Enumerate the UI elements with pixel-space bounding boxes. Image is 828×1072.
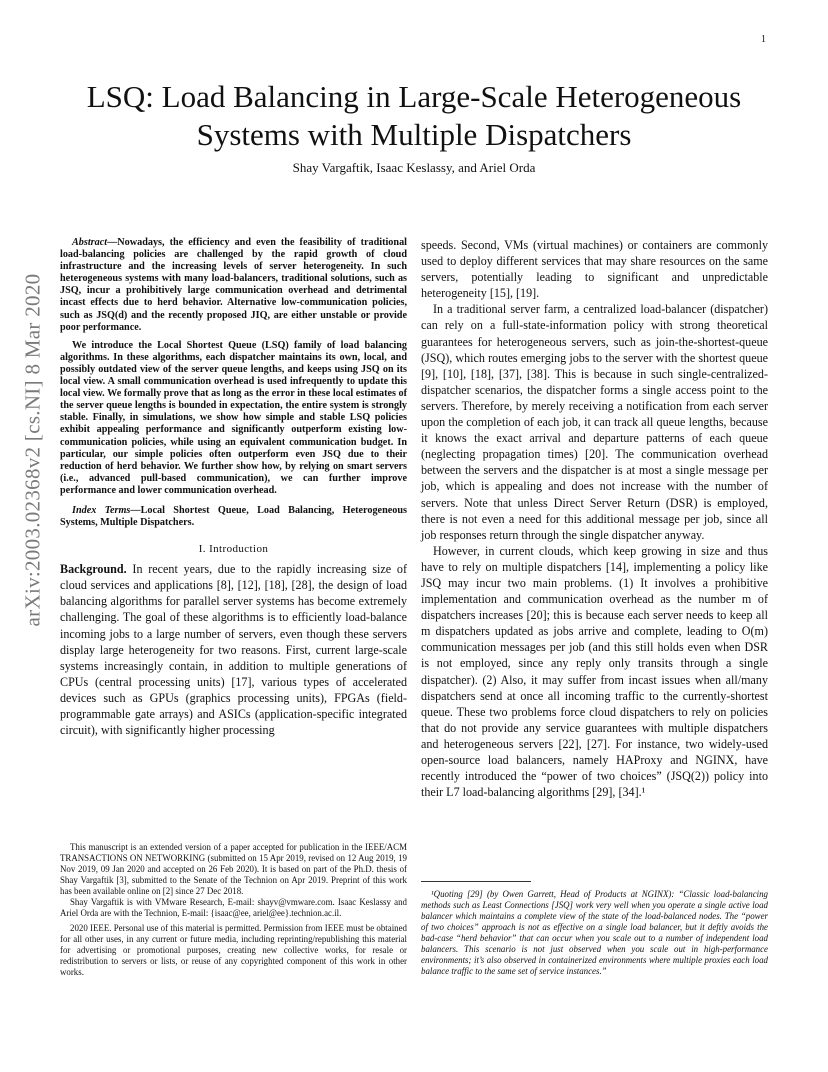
author-list: Shay Vargaftik, Isaac Keslassy, and Ariel Orda <box>292 160 536 175</box>
footnote-copyright: 2020 IEEE. Personal use of this material is permitted. Permission from IEEE must be obtained for all other uses, in any current or future media, including reprinting/republishing this material for advertising or promotional purposes, creating new collective works, for resale or redistribution to servers or lists, or reuse of any copyrighted component of this work in other works. <box>60 923 407 977</box>
intro-text-1: In recent years, due to the rapidly increasing size of cloud services and applications [8], [12], [18], [28], the design of load balancing algorithms for parallel server systems has become extremely challenging. The goal of these algorithms is to efficiently load-balance incoming jobs to a large number of servers, even though these servers display large heterogeneity for two reasons. First, current large-scale systems increasingly contain, in addition to multiple generations of CPUs (central processing units) [17], various types of accelerated devices such as GPUs (graphics processing units), FPGAs (field-programmable gate arrays) and ASICs (application-specific integrated circuit), with significantly higher processing <box>60 562 407 738</box>
footnote-affiliations: Shay Vargaftik is with VMware Research, E-mail: shayv@vmware.com. Isaac Keslassy and Ariel Orda are with the Technion, E-mail: {isaac@ee, ariel@ee}.technion.ac.il. <box>60 897 407 918</box>
footnote-rule <box>421 881 531 882</box>
abstract-paragraph-2: We introduce the Local Shortest Queue (LSQ) family of load balancing algorithms. In these algorithms, each dispatcher maintains its own, local, and possibly outdated view of the server queue lengths, and keeps using JSQ on its local view. A small communication overhead is used infrequently to update this local view. We formally prove that as long as the error in these local estimates of the server queue lengths is bounded in expectation, the entire system is strongly stable. Finally, in simulations, we show how simple and stable LSQ policies exhibit appealing performance and significantly outperform existing low-communication policies, while using an equivalent communication budget. In particular, our simple policies often outperform even JSQ due to their reduction of herd behavior. We further show how, by relying on smart servers (i.e., advanced pull-based communication), we can further improve performance and lower communication overhead. <box>60 339 407 496</box>
index-terms-text: —Local Shortest Queue, Load Balancing, Heterogeneous Systems, Multiple Dispatchers. <box>60 504 407 529</box>
arxiv-sidebar <box>20 230 46 670</box>
right-paragraph-3: However, in current clouds, which keep growing in size and thus have to rely on multiple dispatchers [14], implementing a policy like JSQ may incur two main problems. (1) It involves a prohibitive implementation and communication overhead as the number m of dispatchers increases [20]; this is because each server needs to keep all m dispatchers updated as jobs arrive and complete, leading to O(m) communication messages per job (and this still holds even when DSR is not employed, since any reply only transits through a single dispatcher). (2) Also, it may suffer from incast issues when all/many dispatchers send at once all incoming traffic to the currently-shortest queue. These two problems force cloud dispatchers to rely on policies that do not provide any service guarantees with multiple dispatchers and heterogeneous servers [22], [27]. For instance, two widely-used open-source load balancers, namely HAProxy and NGINX, have recently introduced the “power of two choices” (JSQ(2)) policy into their L7 load-balancing algorithms [29], [34].¹ <box>421 543 768 800</box>
left-column <box>60 237 407 738</box>
intro-lead-in: Background. <box>60 562 127 577</box>
right-paragraph-1: speeds. Second, VMs (virtual machines) or containers are commonly used to deploy different services that may share resources on the same servers, potentially leading to significant and unpredictable heterogeneity [15], [19]. <box>421 238 768 301</box>
left-footnotes <box>60 842 407 978</box>
abstract-paragraph-1 <box>60 237 407 334</box>
index-terms-label: Index Terms <box>72 504 131 516</box>
page-number: 1 <box>761 34 766 45</box>
footnote-manuscript: This manuscript is an extended version of a paper accepted for publication in the IEEE/ACM TRANSACTIONS ON NETWORKING (submitted on 15 Apr 2019, revised on 12 Aug 2019, 19 Nov 2019, 09 Jan 2020 and accepted on 26 Feb 2020). It is based on part of the Ph.D. thesis of Shay Vargaftik [3], submitted to the Senate of the Technion on Apr 2019. Preprint of this work has been available online on [2] since 27 Dec 2018. <box>60 842 407 896</box>
right-column <box>421 237 768 800</box>
index-terms <box>60 505 407 529</box>
right-paragraph-2: In a traditional server farm, a centralized load-balancer (dispatcher) can rely on a full-state-information policy with strong theoretical guarantees for heterogeneous servers, such as join-the-shortest-queue (JSQ), which routes emerging jobs to the server with the shortest queue [9], [10], [18], [37], [38]. This is because in such single-centralized-dispatcher scenarios, the dispatcher forms a single access point to the servers. Therefore, by merely receiving a notification from each server upon the completion of each job, it can track all queue lengths, because it knows the exact arrival and departure patterns of each queue (neglecting propagation times) [20]. The communication overhead between the servers and the dispatcher is at most a single message per job, which is appealing and does not increase with the number of servers. Note that unless Direct Server Return (DSR) is employed, there is not even a need for this additional message per job, since all job responses return through the single dispatcher anyway. <box>421 302 768 542</box>
paper-title: LSQ: Load Balancing in Large-Scale Heterogeneous Systems with Multiple Dispatchers <box>86 79 742 152</box>
arxiv-identifier: arXiv:2003.02368v2 [cs.NI] 8 Mar 2020 <box>20 273 45 627</box>
abstract-label: Abstract <box>72 237 108 248</box>
abstract-text-1: —Nowadays, the efficiency and even the feasibility of traditional load-balancing policies are challenged by the rapid growth of cloud infrastructure and the increasing levels of server heterogeneity. In such heterogeneous systems with many load-balancers, traditional solutions, such as JSQ, incur a prohibitively large communication overhead and detrimental incast effects due to herd behavior. Alternative low-communication policies, such as JSQ(d) and the recently proposed JIQ, are either unstable or provide poor performance. <box>60 237 407 333</box>
footnote-quote: ¹Quoting [29] (by Owen Garrett, Head of Products at NGINX): “Classic load-balancing methods such as Least Connections [JSQ] work very well when you operate a single active load balancer which maintains a complete view of the state of the load-balanced nodes. The “power of two choices” approach is not as effective on a single load balancer, but it deftly avoids the bad-case “herd behavior” that can occur when you scale out to a number of independent load balancers. This scenario is not just observed when you scale out in high-performance environments; it’s also observed in containerized environments where multiple proxies each load balance traffic to the same set of service instances.” <box>421 889 768 976</box>
right-footnotes <box>421 889 768 977</box>
section-heading-introduction: I. Introduction <box>198 543 269 556</box>
intro-paragraph-1 <box>60 561 407 738</box>
